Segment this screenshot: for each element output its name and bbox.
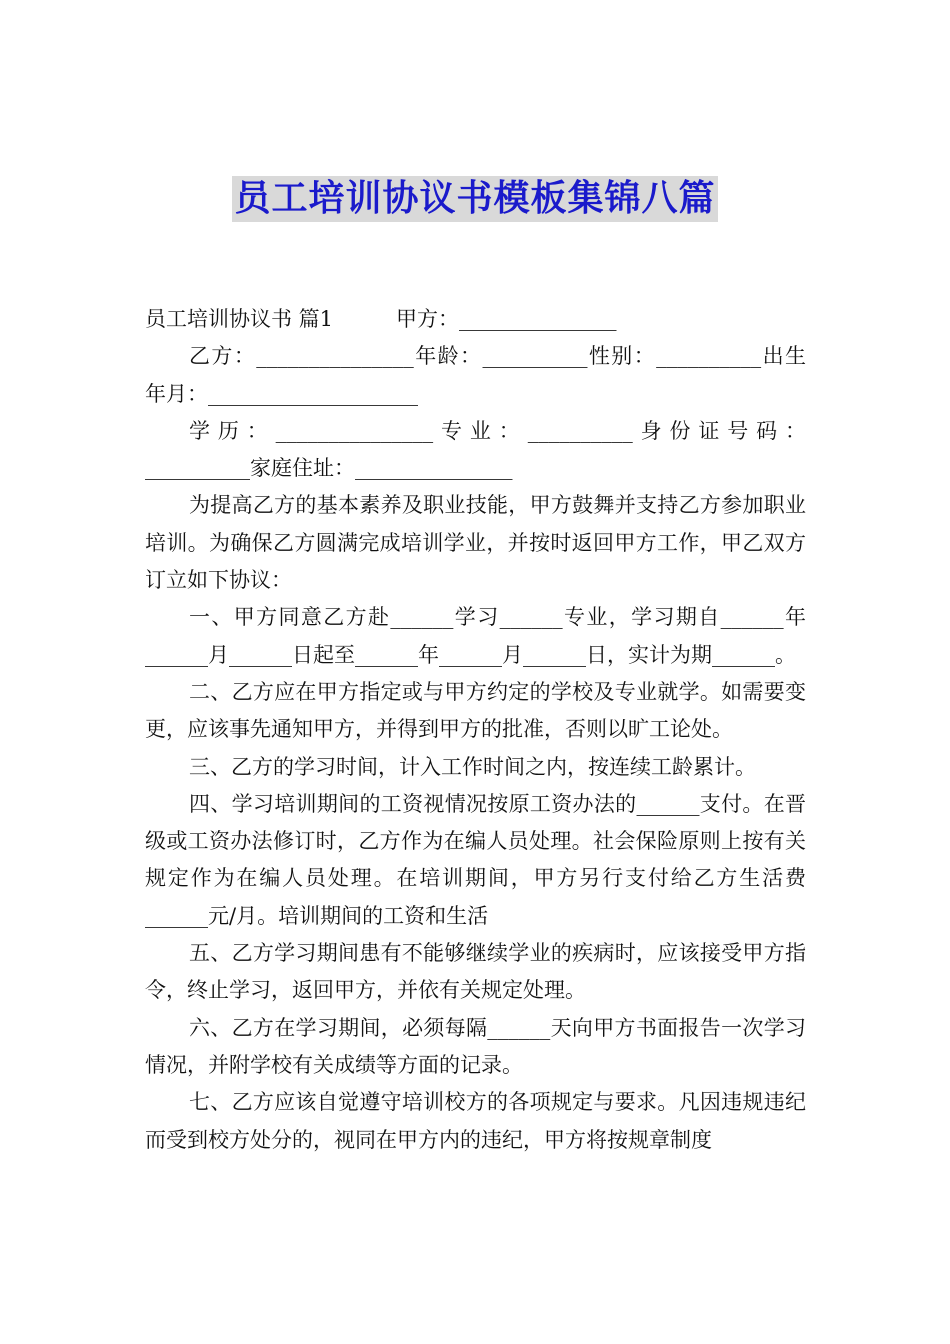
paragraph: 四、学习培训期间的工资视情况按原工资办法的______支付。在晋级或工资办法修订时，乙方作为在编人员处理。社会保险原则上按有关规定作为在编人员处理。在培训期间，甲方另行支付给乙方生活费______元/月。培训期间的工资和生活 — [145, 791, 806, 928]
paragraph: 五、乙方学习期间患有不能够继续学业的疾病时，应该接受甲方指令，终止学习，返回甲方，并依有关规定处理。 — [145, 941, 806, 1003]
paragraph: 七、乙方应该自觉遵守培训校方的各项规定与要求。凡因违规违纪而受到校方处分的，视同在甲方内的违纪，甲方将按规章制度 — [145, 1090, 806, 1152]
paragraph: 六、乙方在学习期间，必须每隔______天向甲方书面报告一次学习情况，并附学校有关成绩等方面的记录。 — [145, 1015, 806, 1077]
paragraph: 一、甲方同意乙方赴______学习______专业，学习期自______年______月______日起至______年______月______日，实计为期______。 — [145, 605, 806, 667]
document-body — [145, 301, 806, 1159]
paragraph: 员工培训协议书 篇1 甲方：_______________ — [145, 307, 617, 331]
title-container — [0, 176, 950, 222]
document-title: 员工培训协议书模板集锦八篇 — [232, 176, 717, 222]
paragraph: 二、乙方应在甲方指定或与甲方约定的学校及专业就学。如需要变更，应该事先通知甲方，并得到甲方的批准，否则以旷工论处。 — [145, 679, 806, 742]
paragraph: 学历：_______________专业：__________身份证号码：__________家庭住址：_______________ — [145, 418, 806, 481]
paragraph: 三、乙方的学习时间，计入工作时间之内，按连续工龄累计。 — [189, 754, 756, 779]
paragraph: 为提高乙方的基本素养及职业技能，甲方鼓舞并支持乙方参加职业培训。为确保乙方圆满完成培训学业，并按时返回甲方工作，甲乙双方订立如下协议： — [145, 493, 806, 593]
paragraph: 乙方：_______________年龄：__________性别：__________出生年月：____________________ — [145, 344, 806, 406]
